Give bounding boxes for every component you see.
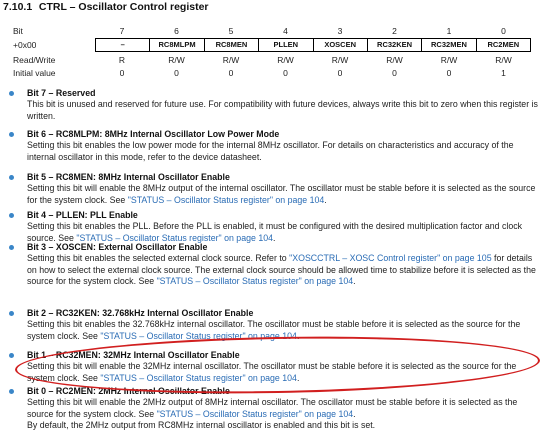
bit-description-3 [27,210,539,244]
bit-number-2: 5 [228,26,234,36]
rw-value-4: R/W [331,55,349,65]
bit-number-0: 7 [119,26,125,36]
rw-value-5: R/W [386,55,403,65]
row-label-address: +0x00 [13,40,37,50]
register-field-3: PLLEN [259,39,313,51]
bit-body-text: Setting this bit will enable the 32MHz internal oscillator. The oscillator must be stable before it is selected as the source for the system clock. See [27,361,517,383]
bit-number-6: 1 [446,26,452,36]
bit-body-text: Setting this bit enables the low power mode for the internal 8MHz oscillator. For details on characteristics and accuracy of the internal oscillator in this mode, refer to the device datasheet. [27,140,514,162]
bit-description-1 [27,129,539,163]
bit-body-text: . [296,330,300,341]
cross-reference-link[interactable]: "STATUS – Oscillator Status register" on page 104 [76,232,273,243]
rw-value-1: R/W [168,55,185,65]
row-label-initial: Initial value [13,68,56,78]
bullet-icon [9,311,14,316]
cross-reference-link[interactable]: "STATUS – Oscillator Status register" on page 104 [156,408,354,419]
bit-number-7: 0 [501,26,506,36]
initial-value-0: 0 [119,68,125,78]
bit-body [27,253,539,287]
register-field-7: RC2MEN [487,40,520,49]
row-label-bit: Bit [13,26,23,36]
section-heading [3,1,209,13]
bit-body-text: for details on how to select the external clock source. The external clock source should be allowed time to stabilize before it is selected as the source for the system clock. See [27,253,536,286]
cross-reference-link[interactable]: "STATUS – Oscillator Status register" on page 104 [100,330,297,341]
register-field-6: RC32MEN [422,39,476,51]
rw-value-6: R/W [440,55,458,65]
bullet-icon [9,213,14,218]
rw-value-3: R/W [277,55,294,65]
register-field-4: XOSCEN [314,39,368,51]
register-field-0: – [96,39,150,51]
cross-reference-link[interactable]: "STATUS – Oscillator Status register" on page 104 [156,275,354,286]
register-field-2: RC8MEN [205,39,259,51]
rw-value-7: R/W [495,55,512,65]
bit-description-2 [27,172,539,206]
bit-body-text: Setting this bit will enable the 8MHz output of the internal oscillator. The oscillator must be stable before it is selected as the source for the system clock. See [27,183,536,205]
bit-title: Bit 2 – RC32KEN: 32.768kHz Internal Oscillator Enable [27,308,254,318]
bit-number-3: 4 [283,26,288,36]
initial-value-2: 0 [228,68,234,78]
rw-value-0: R [118,55,126,65]
bit-title: Bit 1 – RC32MEN: 32MHz Internal Oscillator Enable [27,350,240,360]
cross-reference-link[interactable]: "STATUS – Oscillator Status register" on page 104 [127,194,325,205]
bit-body-text: . [324,194,327,205]
section-number: 7.10.1 [3,1,33,13]
bit-body-text: Setting this bit enables the PLL. Before the PLL is enabled, it must be configured with the desired multiplication factor and clock source. See [27,221,523,243]
bit-body-text: . [353,408,356,419]
bit-title: Bit 5 – RC8MEN: 8MHz Internal Oscillator Enable [27,172,230,182]
initial-value-4: 0 [337,68,343,78]
bit-title: Bit 6 – RC8MLPM: 8MHz Internal Oscillator Low Power Mode [27,129,280,139]
bullet-icon [9,353,14,358]
bit-description-4 [27,242,539,287]
bit-body-text: Setting this bit enables the 32.768kHz internal oscillator. The oscillator must be stable before it is selected as the source for the system clock. See [27,319,521,341]
bullet-icon [9,132,14,137]
bit-body [27,140,539,163]
bit-title: Bit 3 – XOSCEN: External Oscillator Enable [27,242,208,252]
initial-value-3: 0 [283,68,288,78]
row-label-rw: Read/Write [13,55,56,65]
bullet-icon [9,91,14,96]
bit-body-text: This bit is unused and reserved for future use. For compatibility with future devices, always write this bit to zero when this register is written. [27,99,538,121]
section-title: CTRL – Oscillator Control register [38,1,209,13]
bit-extra-note: By default, the 2MHz output from RC8MHz internal oscillator is enabled and this bit is set. [27,419,376,430]
bit-title: Bit 0 – RC2MEN: 2MHz Internal Oscillator Enable [27,386,230,396]
bit-body-text: . [273,232,276,243]
initial-value-7: 1 [501,68,506,78]
register-field-row [95,38,531,52]
rw-value-2: R/W [222,55,240,65]
bit-body [27,221,539,244]
bit-number-1: 6 [174,26,179,36]
bullet-icon [9,175,14,180]
bullet-icon [9,389,14,394]
bullet-icon [9,245,14,250]
cross-reference-link[interactable]: "XOSCCTRL – XOSC Control register" on page 105 [289,253,492,264]
initial-value-1: 0 [174,68,179,78]
register-field-5: RC32KEN [368,39,422,51]
bit-number-5: 2 [392,26,397,36]
bit-body-text: Setting this bit enables the selected external clock source. Refer to [27,253,290,264]
cross-reference-link[interactable]: "STATUS – Oscillator Status register" on page 104 [100,372,297,383]
bit-body-text: . [353,275,356,286]
register-field-1: RC8MLPM [150,39,204,51]
bit-title: Bit 4 – PLLEN: PLL Enable [27,210,138,220]
bit-title: Bit 7 – Reserved [27,88,96,98]
bit-body-text: Setting this bit will enable the 2MHz output of 8MHz internal oscillator. The oscillator must be stable before it is selected as the source for the system clock. See [27,397,518,419]
bit-body-text: . [296,372,300,383]
bit-body [27,183,539,206]
bit-body [27,397,539,420]
initial-value-5: 0 [392,68,397,78]
bit-number-4: 3 [337,26,343,36]
initial-value-6: 0 [446,68,452,78]
bit-description-0 [27,88,539,122]
bit-body [27,99,539,122]
